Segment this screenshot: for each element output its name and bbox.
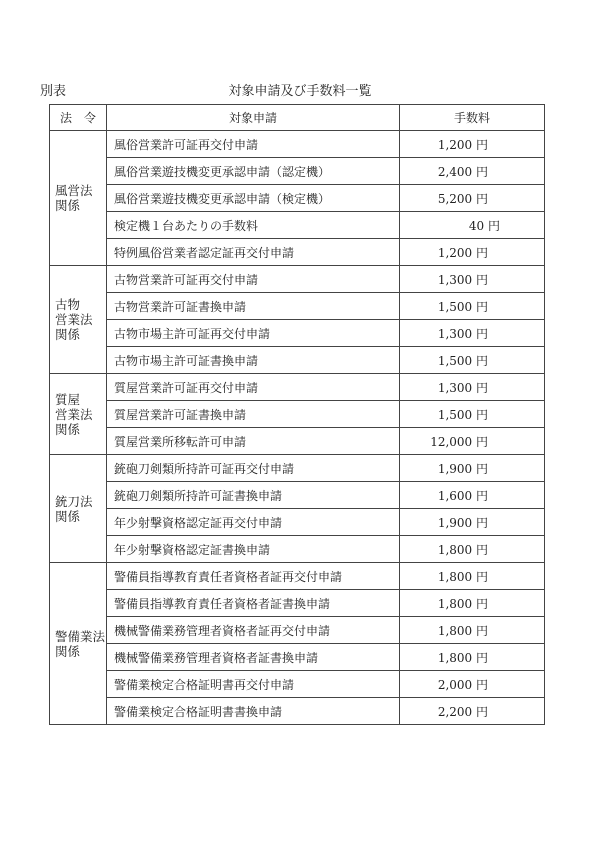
application-item-cell: 質屋営業許可証書換申請 — [107, 401, 400, 428]
table-row — [50, 428, 545, 455]
fee-cell: 1,800 円 — [400, 563, 545, 590]
fee-cell: 1,800 円 — [400, 536, 545, 563]
application-item-cell: 質屋営業許可証再交付申請 — [107, 374, 400, 401]
table-row — [50, 320, 545, 347]
fee-cell: 40 円 — [400, 212, 545, 239]
application-item-cell: 特例風俗営業者認定証再交付申請 — [107, 239, 400, 266]
application-item-cell: 古物営業許可証書換申請 — [107, 293, 400, 320]
application-item-cell: 古物市場主許可証書換申請 — [107, 347, 400, 374]
law-category-line: 関係 — [55, 198, 81, 213]
application-item-cell: 銃砲刀剣類所持許可証再交付申請 — [107, 455, 400, 482]
fee-cell: 2,200 円 — [400, 698, 545, 725]
application-item-cell: 警備業検定合格証明書再交付申請 — [107, 671, 400, 698]
fee-cell: 1,500 円 — [400, 293, 545, 320]
table-row — [50, 482, 545, 509]
application-item-cell: 年少射撃資格認定証再交付申請 — [107, 509, 400, 536]
table-body — [50, 131, 545, 725]
application-item-cell: 警備員指導教育責任者資格者証書換申請 — [107, 590, 400, 617]
law-category-cell — [50, 131, 107, 266]
application-item-cell: 検定機１台あたりの手数料 — [107, 212, 400, 239]
application-item-cell: 古物市場主許可証再交付申請 — [107, 320, 400, 347]
application-item-cell: 風俗営業遊技機変更承認申請（認定機） — [107, 158, 400, 185]
law-category-line: 関係 — [55, 327, 81, 342]
fee-cell: 1,800 円 — [400, 617, 545, 644]
table-row — [50, 239, 545, 266]
table-row — [50, 509, 545, 536]
table-row — [50, 455, 545, 482]
table-row — [50, 563, 545, 590]
fee-cell: 1,600 円 — [400, 482, 545, 509]
fee-cell: 1,300 円 — [400, 374, 545, 401]
law-category-line: 関係 — [55, 421, 81, 437]
column-header-law: 法 令 — [50, 105, 107, 131]
law-category-cell — [50, 374, 107, 455]
table-row — [50, 131, 545, 158]
table-row — [50, 293, 545, 320]
table-row — [50, 617, 545, 644]
law-category-line: 風営法 — [55, 183, 93, 198]
document-title: 対象申請及び手数料一覧 — [228, 84, 372, 99]
table-row — [50, 590, 545, 617]
table-row — [50, 212, 545, 239]
table-row — [50, 536, 545, 563]
law-category-line: 営業法 — [55, 312, 93, 327]
law-category-line: 警備業法 — [55, 628, 106, 644]
fee-cell: 1,500 円 — [400, 401, 545, 428]
fee-table — [49, 104, 545, 725]
fee-cell: 2,400 円 — [400, 158, 545, 185]
table-header-row — [50, 105, 545, 131]
table-row — [50, 347, 545, 374]
fee-cell: 1,800 円 — [400, 590, 545, 617]
law-category-line: 関係 — [55, 643, 81, 659]
law-category-line: 質屋 — [55, 391, 81, 407]
application-item-cell: 警備業検定合格証明書書換申請 — [107, 698, 400, 725]
fee-cell: 1,300 円 — [400, 320, 545, 347]
fee-cell: 1,200 円 — [400, 131, 545, 158]
fee-cell: 1,900 円 — [400, 455, 545, 482]
table-row — [50, 698, 545, 725]
application-item-cell: 風俗営業許可証再交付申請 — [107, 131, 400, 158]
table-row — [50, 374, 545, 401]
application-item-cell: 質屋営業所移転許可申請 — [107, 428, 400, 455]
table-row — [50, 158, 545, 185]
fee-cell: 2,000 円 — [400, 671, 545, 698]
table-row — [50, 401, 545, 428]
application-item-cell: 風俗営業遊技機変更承認申請（検定機） — [107, 185, 400, 212]
column-header-fee: 手数料 — [400, 105, 545, 131]
law-category-cell — [50, 563, 107, 725]
table-row — [50, 671, 545, 698]
fee-cell: 5,200 円 — [400, 185, 545, 212]
table-row — [50, 644, 545, 671]
application-item-cell: 銃砲刀剣類所持許可証書換申請 — [107, 482, 400, 509]
application-item-cell: 古物営業許可証再交付申請 — [107, 266, 400, 293]
fee-cell: 1,300 円 — [400, 266, 545, 293]
appendix-label: 別表 — [40, 84, 67, 99]
law-category-line: 銃刀法 — [55, 493, 93, 509]
fee-cell: 12,000 円 — [400, 428, 545, 455]
law-category-line: 関係 — [55, 508, 81, 524]
application-item-cell: 機械警備業務管理者資格者証再交付申請 — [107, 617, 400, 644]
fee-cell: 1,800 円 — [400, 644, 545, 671]
law-category-line: 古物 — [55, 297, 81, 312]
fee-cell: 1,500 円 — [400, 347, 545, 374]
table-row — [50, 185, 545, 212]
law-category-cell — [50, 266, 107, 374]
fee-cell: 1,900 円 — [400, 509, 545, 536]
law-category-line: 営業法 — [55, 406, 93, 422]
application-item-cell: 機械警備業務管理者資格者証書換申請 — [107, 644, 400, 671]
fee-cell: 1,200 円 — [400, 239, 545, 266]
application-item-cell: 警備員指導教育責任者資格者証再交付申請 — [107, 563, 400, 590]
law-category-cell — [50, 455, 107, 563]
column-header-application: 対象申請 — [107, 105, 400, 131]
table-row — [50, 266, 545, 293]
application-item-cell: 年少射撃資格認定証書換申請 — [107, 536, 400, 563]
